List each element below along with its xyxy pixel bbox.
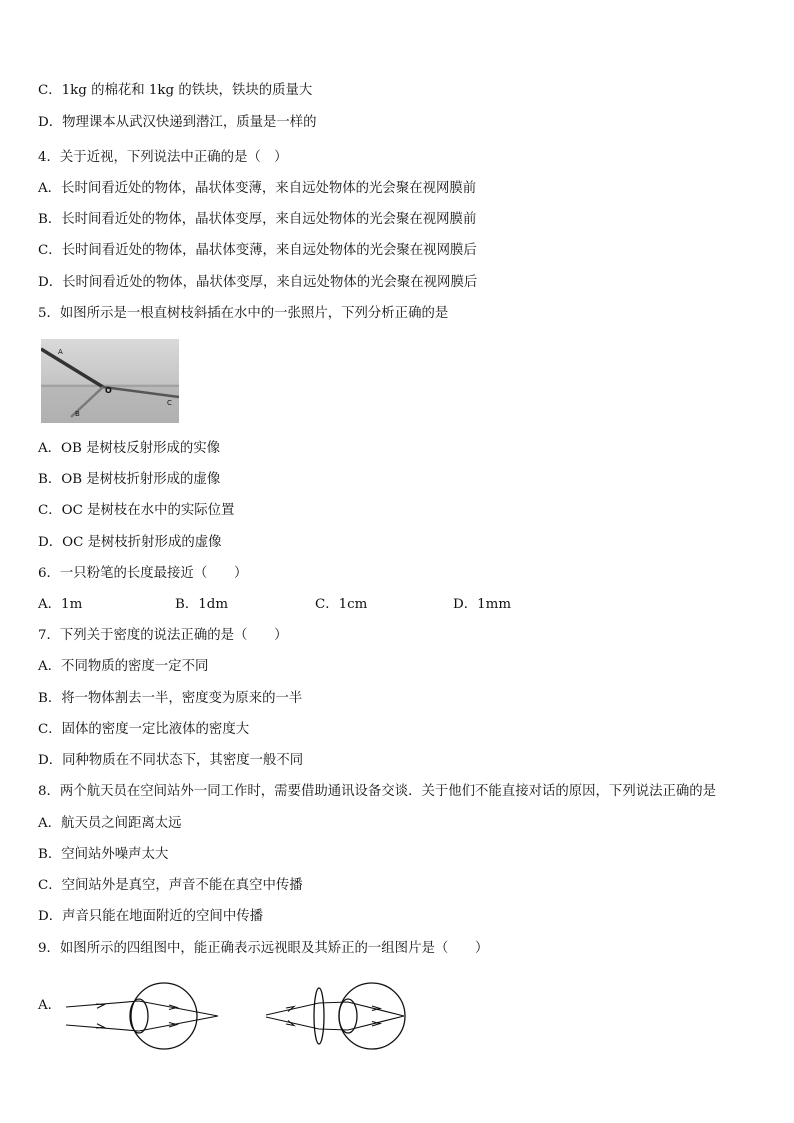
q8-option-c: C．空间站外是真空，声音不能在真空中传播 — [38, 878, 303, 893]
q6-option-d: D．1mm — [453, 597, 512, 612]
q3-option-c: C．1kg 的棉花和 1kg 的铁块，铁块的质量大 — [38, 83, 313, 98]
q5-option-d: D．OC 是树枝折射形成的虚像 — [38, 535, 222, 550]
eye-diagram-farsighted — [64, 981, 224, 1055]
stick-photo-svg — [41, 339, 179, 423]
stick-in-water-photo — [41, 339, 179, 423]
q6-option-a: A．1m — [38, 597, 83, 612]
label-c: C — [167, 399, 172, 407]
correction-lens — [314, 988, 324, 1044]
q6-option-c: C．1cm — [315, 597, 368, 612]
q6-stem: 6．一只粉笔的长度最接近（ ） — [38, 566, 248, 581]
q9-option-a-label: A． — [38, 998, 62, 1013]
eyeball-outline — [339, 983, 405, 1049]
eye-diagram-corrected — [264, 981, 412, 1055]
q5-stem: 5．如图所示是一根直树枝斜插在水中的一张照片，下列分析正确的是 — [38, 306, 449, 321]
q4-option-a: A．长时间看近处的物体，晶状体变薄，来自远处物体的光会聚在视网膜前 — [38, 181, 477, 196]
q4-option-b: B．长时间看近处的物体，晶状体变厚，来自远处物体的光会聚在视网膜前 — [38, 212, 477, 227]
eye-diagram-1-svg — [64, 981, 224, 1051]
light-ray-upper — [266, 1002, 404, 1016]
q4-option-c: C．长时间看近处的物体，晶状体变薄，来自远处物体的光会聚在视网膜后 — [38, 243, 477, 258]
q7-option-c: C．固体的密度一定比液体的密度大 — [38, 722, 250, 737]
q6-option-b: B．1dm — [175, 597, 229, 612]
q8-option-a: A．航天员之间距离太远 — [38, 816, 182, 831]
q9-stem: 9．如图所示的四组图中，能正确表示远视眼及其矫正的一组图片是（ ） — [38, 941, 489, 956]
light-ray-upper — [66, 1001, 218, 1016]
q7-stem: 7．下列关于密度的说法正确的是（ ） — [38, 628, 288, 643]
q3-option-d: D．物理课本从武汉快递到潜江，质量是一样的 — [38, 115, 317, 130]
q8-option-b: B．空间站外噪声太大 — [38, 847, 169, 862]
q5-option-b: B．OB 是树枝折射形成的虚像 — [38, 472, 221, 487]
q8-stem: 8．两个航天员在空间站外一同工作时，需要借助通讯设备交谈．关于他们不能直接对话的原因，下列说法正确的是 — [38, 784, 717, 799]
q5-option-a: A．OB 是树枝反射形成的实像 — [38, 441, 221, 456]
eyeball-outline — [131, 983, 197, 1049]
q7-option-a: A．不同物质的密度一定不同 — [38, 659, 209, 674]
crystalline-lens — [130, 999, 148, 1033]
arrow-icon — [96, 1024, 104, 1028]
light-ray-lower — [266, 1016, 404, 1030]
arrow-icon — [96, 1004, 104, 1008]
q7-option-d: D．同种物质在不同状态下，其密度一般不同 — [38, 753, 304, 768]
label-b: B — [75, 410, 80, 418]
q4-stem: 4．关于近视，下列说法中正确的是（ ） — [38, 150, 288, 165]
q6-options-row — [38, 597, 738, 613]
label-o: O — [105, 386, 112, 395]
eye-diagram-2-svg — [264, 981, 412, 1051]
label-a: A — [58, 348, 63, 356]
q4-option-d: D．长时间看近处的物体，晶状体变厚，来自远处物体的光会聚在视网膜后 — [38, 275, 478, 290]
q5-option-c: C．OC 是树枝在水中的实际位置 — [38, 503, 235, 518]
light-ray-lower — [66, 1016, 218, 1031]
q7-option-b: B．将一物体割去一半，密度变为原来的一半 — [38, 691, 303, 706]
q8-option-d: D．声音只能在地面附近的空间中传播 — [38, 909, 263, 924]
